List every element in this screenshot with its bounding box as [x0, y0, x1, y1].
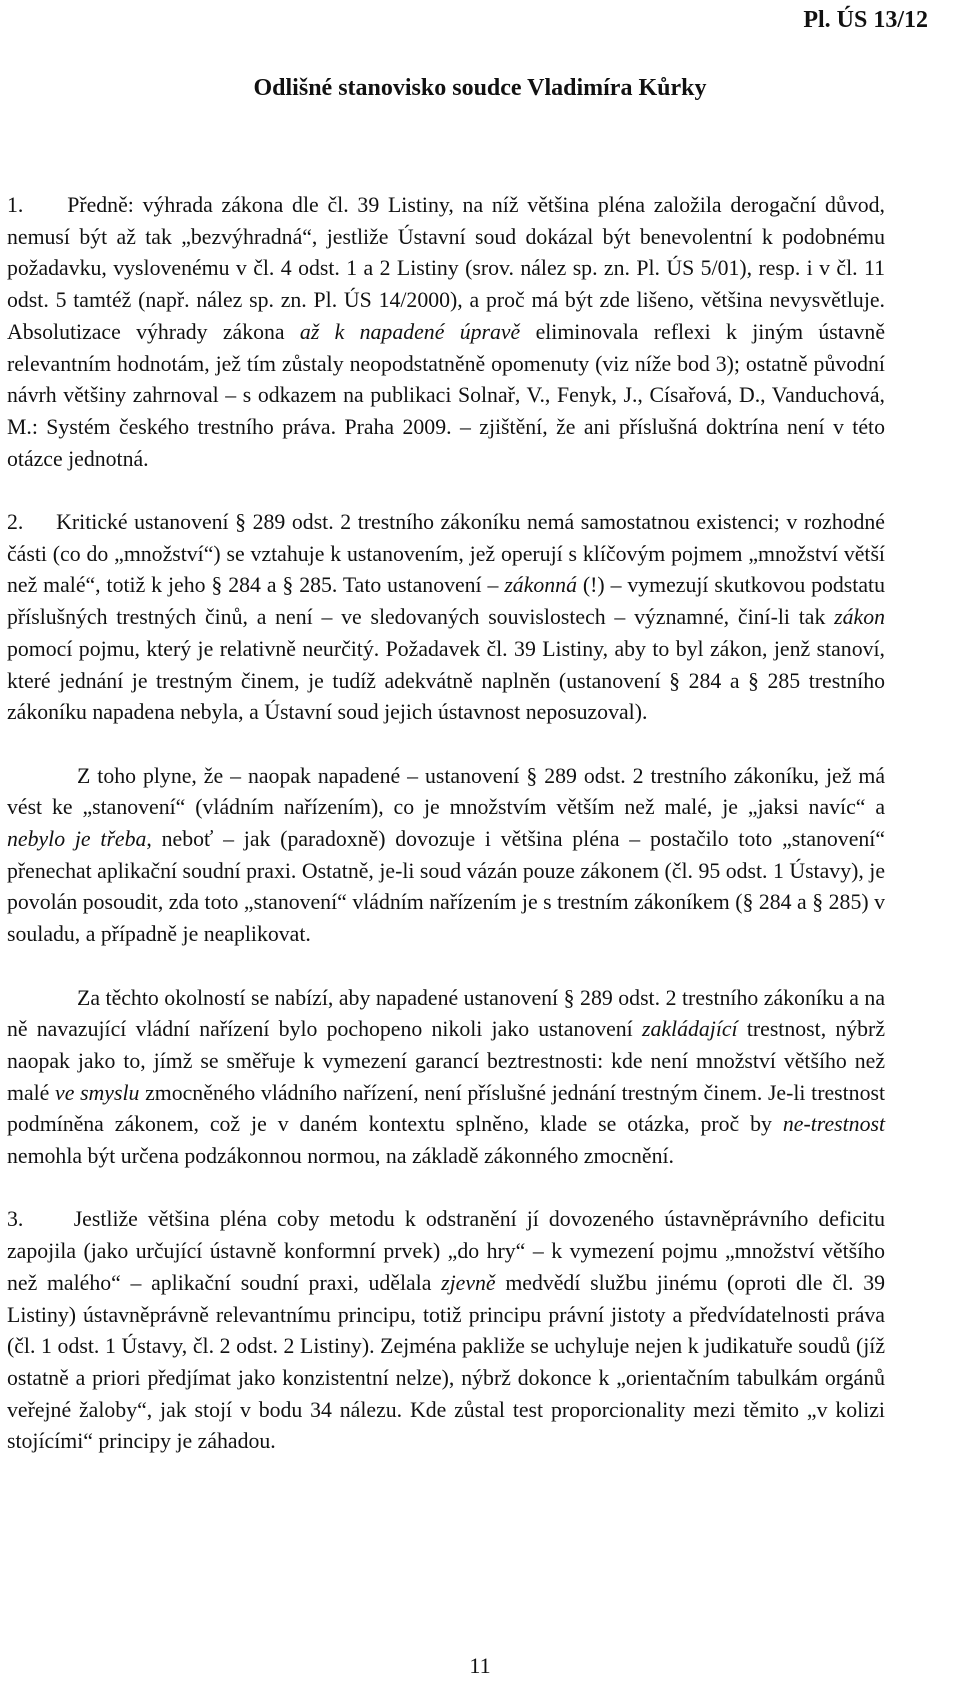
text-run: pomocí pojmu, který je relativně neurčitý. Požadavek čl. 39 Listiny, aby to byl zákon, jenž stanoví, které jednání je trestným činem, je tudíž adekvátně naplněn (ustanovení § 284 a § 285 trestního zákoníku napadena nebyla, a Ústavní soud jejich ústavnost neposuzoval). [7, 636, 885, 725]
case-reference: Pl. ÚS 13/12 [803, 7, 928, 33]
text-run: Za těchto okolností se nabízí, aby napadené ustanovení § 289 odst. 2 trestního zákoníku a na ně navazující vládní nařízení bylo pochopeno nikoli jako ustanovení [7, 985, 885, 1042]
paragraph-spacer [7, 951, 885, 983]
paragraph-5 [7, 1204, 885, 1458]
emphasis-text: zjevně [441, 1270, 496, 1295]
text-run: 3. Jestliže většina pléna coby metodu k odstranění jí dovozeného ústavněprávního deficitu zapojila (jako určující ústavně konformní prvek) „do hry“ – k vymezení pojmu „množství většího než malého“ – aplikační soudní praxi, udělala [7, 1207, 885, 1295]
document-body [7, 190, 885, 1458]
text-run: zmocněného vládního nařízení, není příslušné jednání trestným činem. Je-li trestnost podmíněna zákonem, což je v daném kontextu splněno, klade se otázka, proč by [7, 1080, 886, 1137]
emphasis-text: zakládající [641, 1017, 738, 1042]
text-run: nemohla být určena podzákonnou normou, na základě zákonného zmocnění. [7, 1144, 674, 1169]
text-run: 1. Předně: výhrada zákona dle čl. 39 Listiny, na níž většina pléna založila derogační důvod, nemusí být až tak „bezvýhradná“, jestliže Ústavní soud dokázal být benevolentní k podobnému požadavku, vyslovenému v čl. 4 odst. 1 a 2 Listiny (srov. nález sp. zn. Pl. ÚS 5/01), resp. i v čl. 11 odst. 5 tamtéž (např. nález sp. zn. Pl. ÚS 14/2000), a proč má být zde lišeno, většina nevysvětluje. Absolutizace výhrady zákona [7, 193, 885, 344]
paragraph-2 [7, 507, 885, 729]
paragraph-3 [7, 761, 885, 951]
text-run: , neboť – jak (paradoxně) dovozuje i většina pléna – postačilo toto „stanovení“ přenechat aplikační soudní praxi. Ostatně, je-li soud vázán pouze zákonem (čl. 95 odst. 1 Ústavy), je povolán posoudit, zda toto „stanovení“ vládním nařízením je s trestním zákoníkem (§ 284 a § 285) v souladu, a případně je neaplikovat. [7, 827, 885, 947]
document-title: Odlišné stanovisko soudce Vladimíra Kůrky [253, 75, 707, 101]
text-run: medvědí službu jinému (oproti dle čl. 39 Listiny) ústavněprávně relevantnímu principu, totiž principu právní jistoty a předvídatelnosti práva (čl. 1 odst. 1 Ústavy, čl. 2 odst. 2 Listiny). Zejména pakliže se uchyluje nejen k judikatuře soudů (jíž ostatně a priori předjímat jako konzistentní nelze), nýbrž dokonce k „orientačním tabulkám orgánů veřejné žaloby“, jak stojí v bodu 34 nálezu. Kde zůstal test proporcionality mezi těmito „v kolizi stojícími“ principy je záhadou. [7, 1270, 886, 1454]
paragraph-spacer [7, 475, 885, 507]
text-run: trestnost, nýbrž naopak jako to, jímž se směřuje k vymezení garancí beztrestnosti: kde není množství většího než malé [7, 1017, 885, 1105]
emphasis-text: zákonná [504, 573, 577, 598]
emphasis-text: ve smyslu [55, 1080, 140, 1105]
emphasis-text: zákon [834, 605, 885, 630]
paragraph-spacer [7, 1173, 885, 1205]
text-run: Z toho plyne, že – naopak napadené – ustanovení § 289 odst. 2 trestního zákoníku, jež má vést ke „stanovení“ (vládním nařízením), co je množstvím větším než malé, je „jaksi navíc“ a [7, 763, 885, 820]
emphasis-text: ne-trestnost [782, 1112, 885, 1137]
paragraph-spacer [7, 729, 885, 761]
text-run: (!) – vymezují skutkovou podstatu příslušných trestných činů, a není – ve sledovaných souvislostech – významné, činí-li tak [7, 573, 885, 630]
page-number: 11 [469, 1653, 491, 1678]
emphasis-text: až k napadené úpravě [299, 319, 521, 344]
text-run: 2. Kritické ustanovení § 289 odst. 2 trestního zákoníku nemá samostatnou existenci; v rozhodné části (co do „množství“) se vztahuje k ustanovením, jež operují s klíčovým pojmem „množství větší než malé“, totiž k jeho § 284 a § 285. Tato ustanovení – [7, 510, 885, 598]
paragraph-1 [7, 190, 885, 475]
text-run: eliminovala reflexi k jiným ústavně relevantním hodnotám, jež tím zůstaly neopodstatněně opomenuty (viz níže bod 3); ostatně původní návrh většiny zahrnoval – s odkazem na publikaci Solnař, V., Fenyk, J., Císařová, D., Vanduchová, M.: Systém českého trestního práva. Praha 2009. – zjištění, že ani příslušná doktrína není v této otázce jednotná. [7, 319, 885, 471]
emphasis-text: nebylo je třeba [7, 827, 147, 852]
paragraph-4 [7, 983, 885, 1173]
